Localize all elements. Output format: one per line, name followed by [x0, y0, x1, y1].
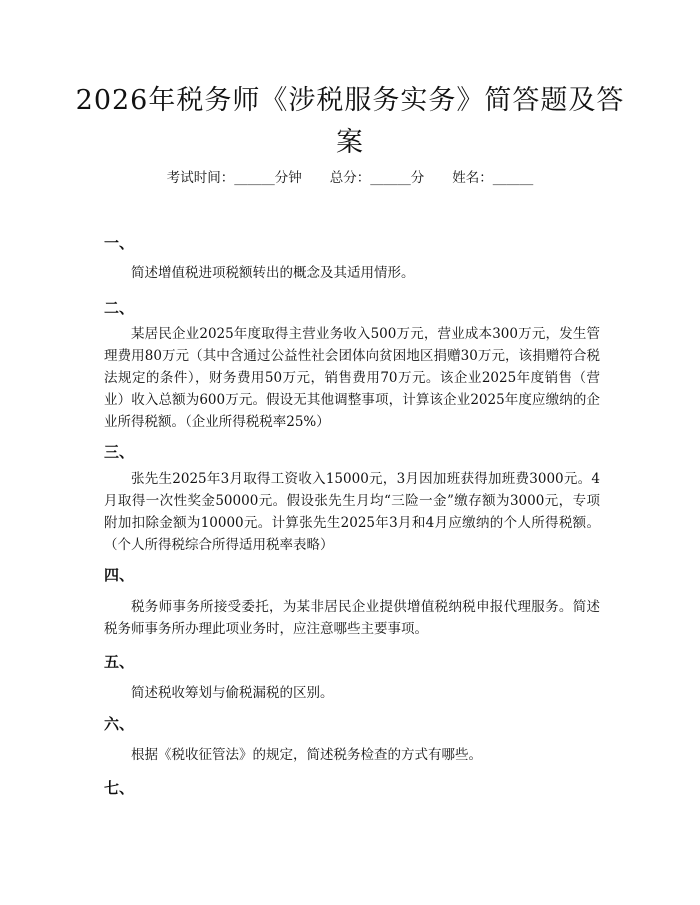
question-1-text: 简述增值税进项税额转出的概念及其适用情形。 [131, 265, 415, 281]
question-4-number: 四、 [104, 566, 135, 584]
question-7-number: 七、 [104, 779, 135, 797]
total-score-field: 总分：______分 [329, 170, 425, 186]
document-title: 2026年税务师《涉税服务实务》简答题及答案 [75, 85, 625, 158]
question-6-text: 根据《税收征管法》的规定，简述税务检查的方式有哪些。 [131, 747, 482, 763]
question-4-text: 税务师事务所接受委托，为某非居民企业提供增值税纳税申报代理服务。简述税务师事务所办理此项业务时，应注意哪些主要事项。 [104, 599, 600, 637]
exam-time-field: 考试时间：______分钟 [166, 170, 302, 186]
question-5-text: 简述税收筹划与偷税漏税的区别。 [131, 685, 334, 701]
question-6-number: 六、 [104, 715, 135, 733]
question-3-number: 三、 [104, 443, 135, 461]
question-2-text: 某居民企业2025年度取得主营业务收入500万元，营业成本300万元，发生管理费用80万元（其中含通过公益性社会团体向贫困地区捐赠30万元，该捐赠符合税法规定的条件），财务费用50万元，销售费用70万元。该企业2025年度销售（营业）收入总额为600万元。假设无其他调整事项，计算该企业2025年度应缴纳的企业所得税额。（企业所得税税率25%） [104, 326, 600, 430]
question-1-number: 一、 [104, 234, 135, 252]
question-5-number: 五、 [104, 653, 135, 671]
exam-info-line [0, 166, 700, 186]
question-2-number: 二、 [104, 299, 135, 317]
name-field: 姓名：______ [452, 170, 534, 186]
question-3-text: 张先生2025年3月取得工资收入15000元，3月因加班获得加班费3000元。4月取得一次性奖金50000元。假设张先生月均“三险一金”缴存额为3000元，专项附加扣除金额为10000元。计算张先生2025年3月和4月应缴纳的个人所得税额。（个人所得税综合所得适用税率表略） [104, 471, 600, 553]
